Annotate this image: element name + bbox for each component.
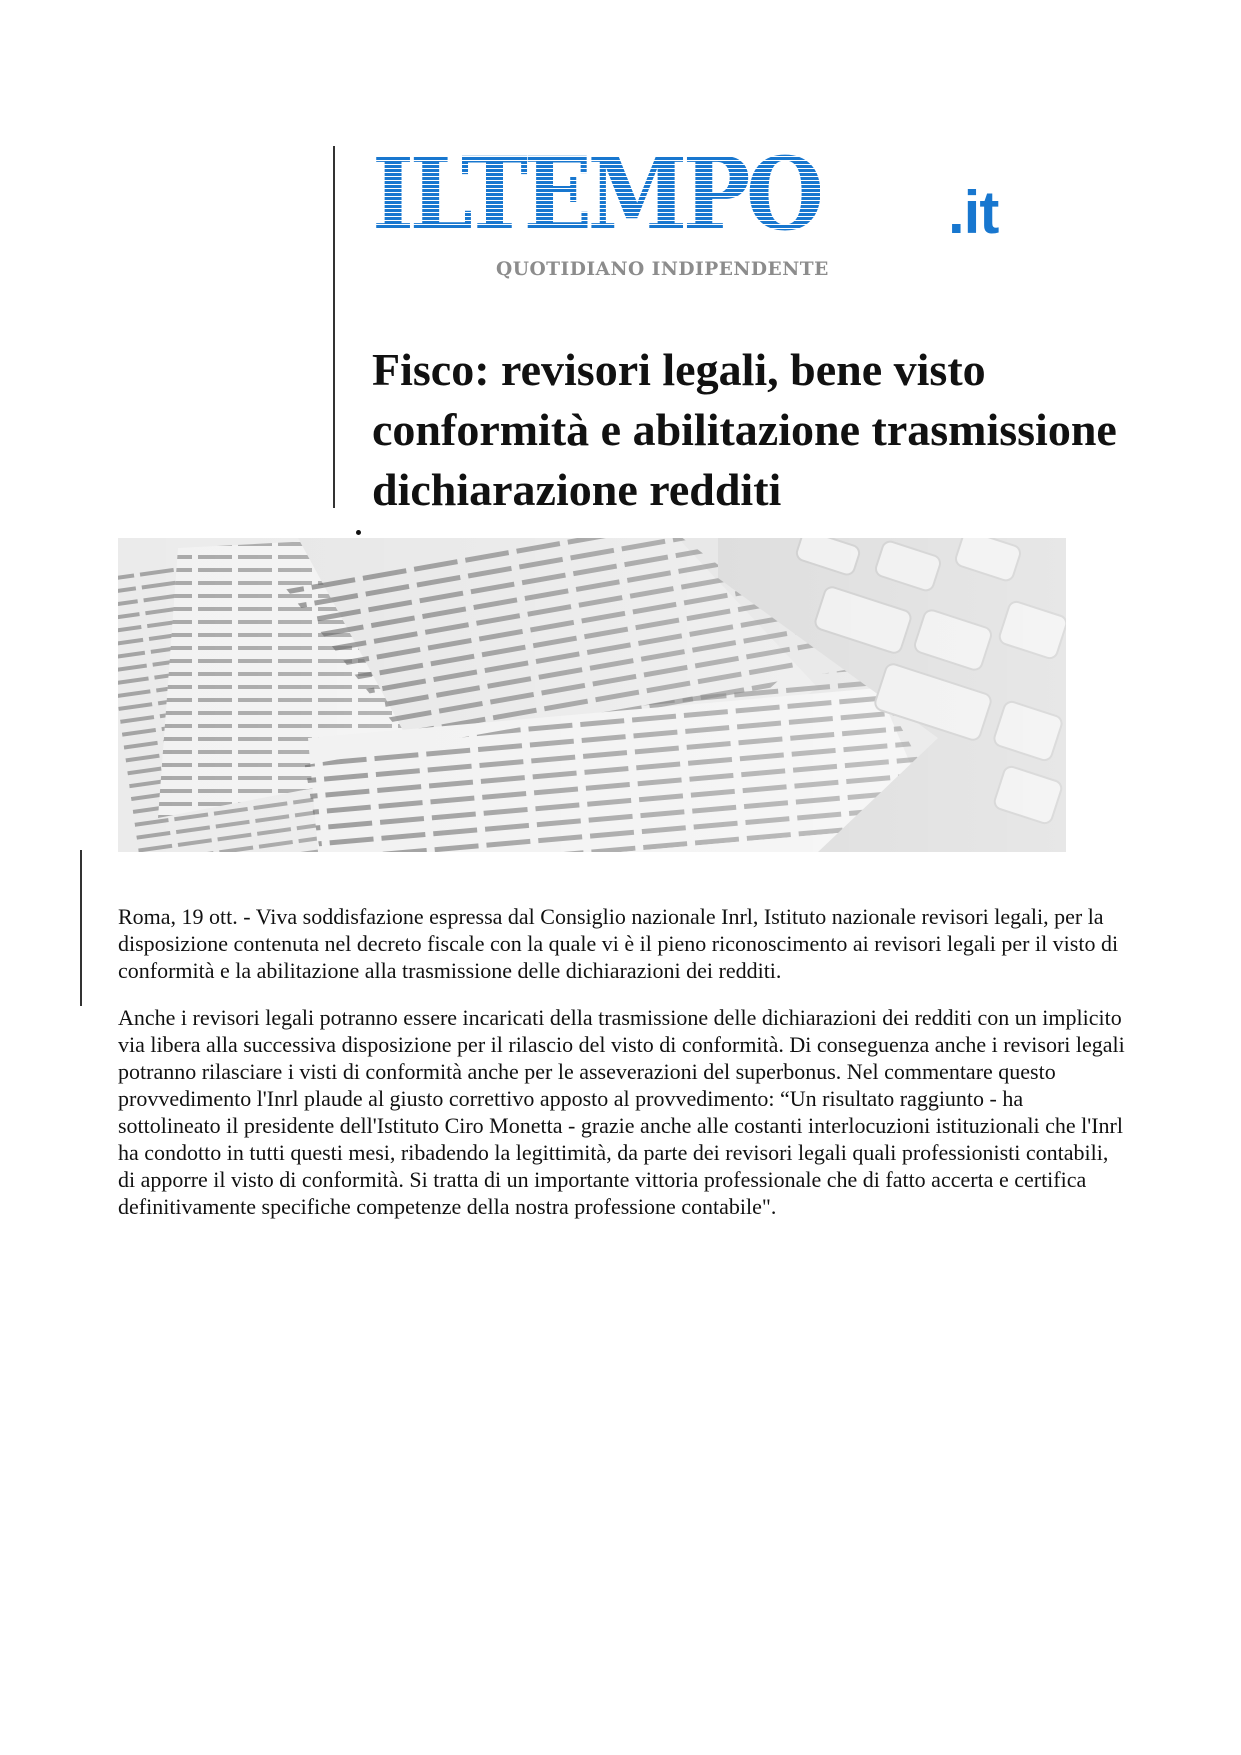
article-body [118, 903, 1128, 1240]
article-headline: Fisco: revisori legali, bene visto conformità e abilitazione trasmissione dichiarazione redditi [372, 344, 1117, 515]
logo-tld: .it [948, 179, 999, 246]
masthead-tagline: QUOTIDIANO INDIPENDENTE [496, 258, 829, 280]
logo-word: ILTEMPO [372, 135, 820, 253]
article-paragraph: Anche i revisori legali potranno essere incaricati della trasmissione delle dichiarazioni dei redditi con un implicito via libera alla successiva disposizione per il rilascio del visto di conformità. Di conseguenza anche i revisori legali potranno rilasciare i visti di conformità anche per le asseverazioni del superbonus. Nel commentare questo provvedimento l'Inrl plaude al giusto correttivo apposto al provvedimento: “Un risultato raggiunto - ha sottolineato il presidente dell'Istituto Ciro Monetta - grazie anche alle costanti interlocuzioni istituzionali che l'Inrl ha condotto in tutti questi mesi, ribadendo la legittimità, da parte dei revisori legali quali professionisti contabili, di apporre il visto di conformità. Si tratta di un importante vittoria professionale che di fatto accerta e certifica definitivamente specifiche competenze della nostra professione contabile". [118, 1005, 1125, 1219]
article-photo [118, 538, 1066, 852]
article-rule [80, 850, 82, 1006]
article-paragraph: Roma, 19 ott. - Viva soddisfazione espressa dal Consiglio nazionale Inrl, Istituto nazionale revisori legali, per la disposizione contenuta nel decreto fiscale con la quale vi è il pieno riconoscimento ai revisori legali per il visto di conformità e la abilitazione alla trasmissione delle dichiarazioni dei redditi. [118, 904, 1119, 983]
bullet-dot [356, 530, 361, 535]
newspaper-keyboard-illustration [118, 538, 1066, 852]
header-rule [333, 146, 335, 508]
